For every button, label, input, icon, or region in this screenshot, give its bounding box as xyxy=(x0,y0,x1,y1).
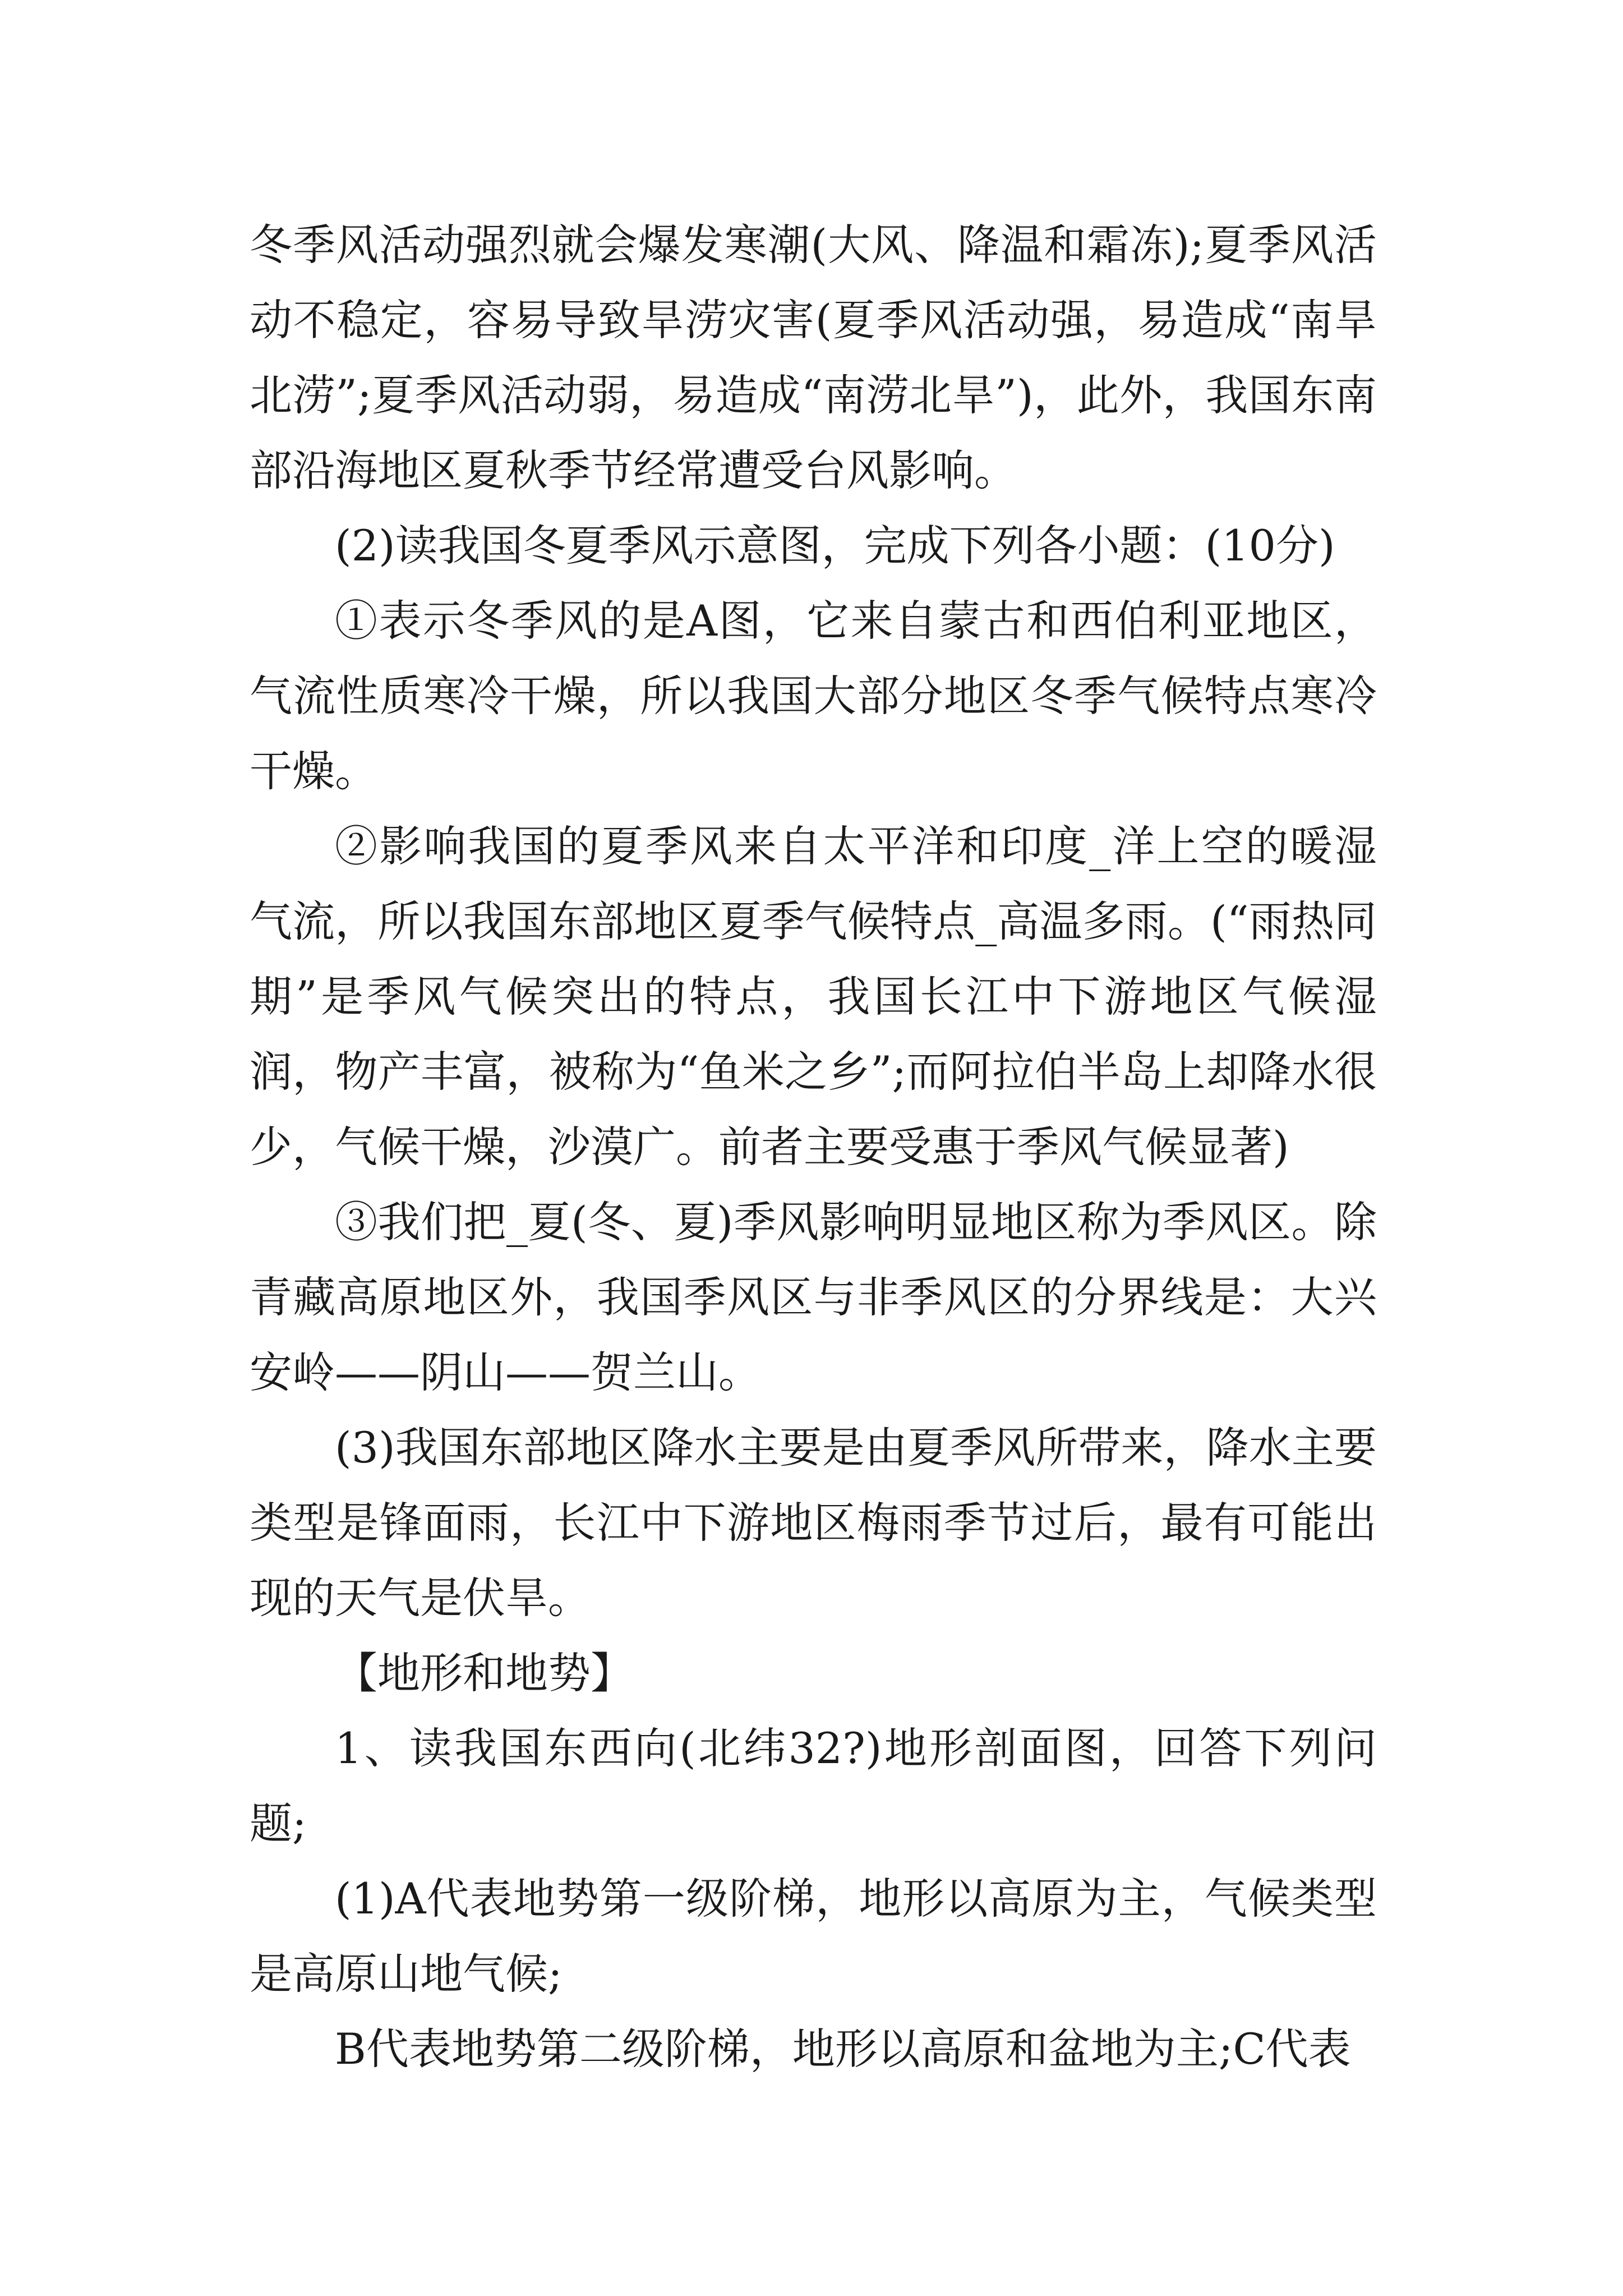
paragraph-question-2: (2)读我国冬夏季风示意图，完成下列各小题：(10分) xyxy=(335,521,1335,570)
paragraph-terrain-a: (1)A代表地势第一级阶梯，地形以高原为主，气候类型是高原山地气候; xyxy=(250,1874,1377,1999)
paragraph-question-3: (3)我国东部地区降水主要是由夏季风所带来，降水主要类型是锋面雨，长江中下游地区梅雨季节过后，最有可能出现的天气是伏旱。 xyxy=(250,1423,1377,1623)
paragraph-terrain-question-1: 1、读我国东西向(北纬32?)地形剖面图，回答下列问题; xyxy=(250,1723,1377,1848)
paragraph-terrain-b: B代表地势第二级阶梯，地形以高原和盆地为主;C代表 xyxy=(335,2024,1351,2074)
paragraph-winter-monsoon-hazards: 冬季风活动强烈就会爆发寒潮(大风、降温和霜冻);夏季风活动不稳定，容易导致旱涝灾害(夏季风活动强，易造成“南旱北涝”;夏季风活动弱，易造成“南涝北旱”)，此外，我国东南部沿海地区夏秋季节经常遭受台风影响。 xyxy=(250,220,1377,495)
paragraph-item-3: ③我们把_夏(冬、夏)季风影响明显地区称为季风区。除青藏高原地区外，我国季风区与非季风区的分界线是：大兴安岭——阴山——贺兰山。 xyxy=(250,1197,1377,1397)
document-body xyxy=(250,208,1377,2087)
paragraph-item-2: ②影响我国的夏季风来自太平洋和印度_洋上空的暖湿气流，所以我国东部地区夏季气候特点_高温多雨。(“雨热同期”是季风气候突出的特点，我国长江中下游地区气候湿润，物产丰富，被称为“鱼米之乡”;而阿拉伯半岛上却降水很少，气候干燥，沙漠广。前者主要受惠于季风气候显著) xyxy=(250,821,1377,1172)
paragraph-item-1: ①表示冬季风的是A图，它来自蒙古和西伯利亚地区，气流性质寒冷干燥，所以我国大部分地区冬季气候特点寒冷干燥。 xyxy=(250,596,1377,796)
section-heading-terrain: 【地形和地势】 xyxy=(335,1648,633,1698)
